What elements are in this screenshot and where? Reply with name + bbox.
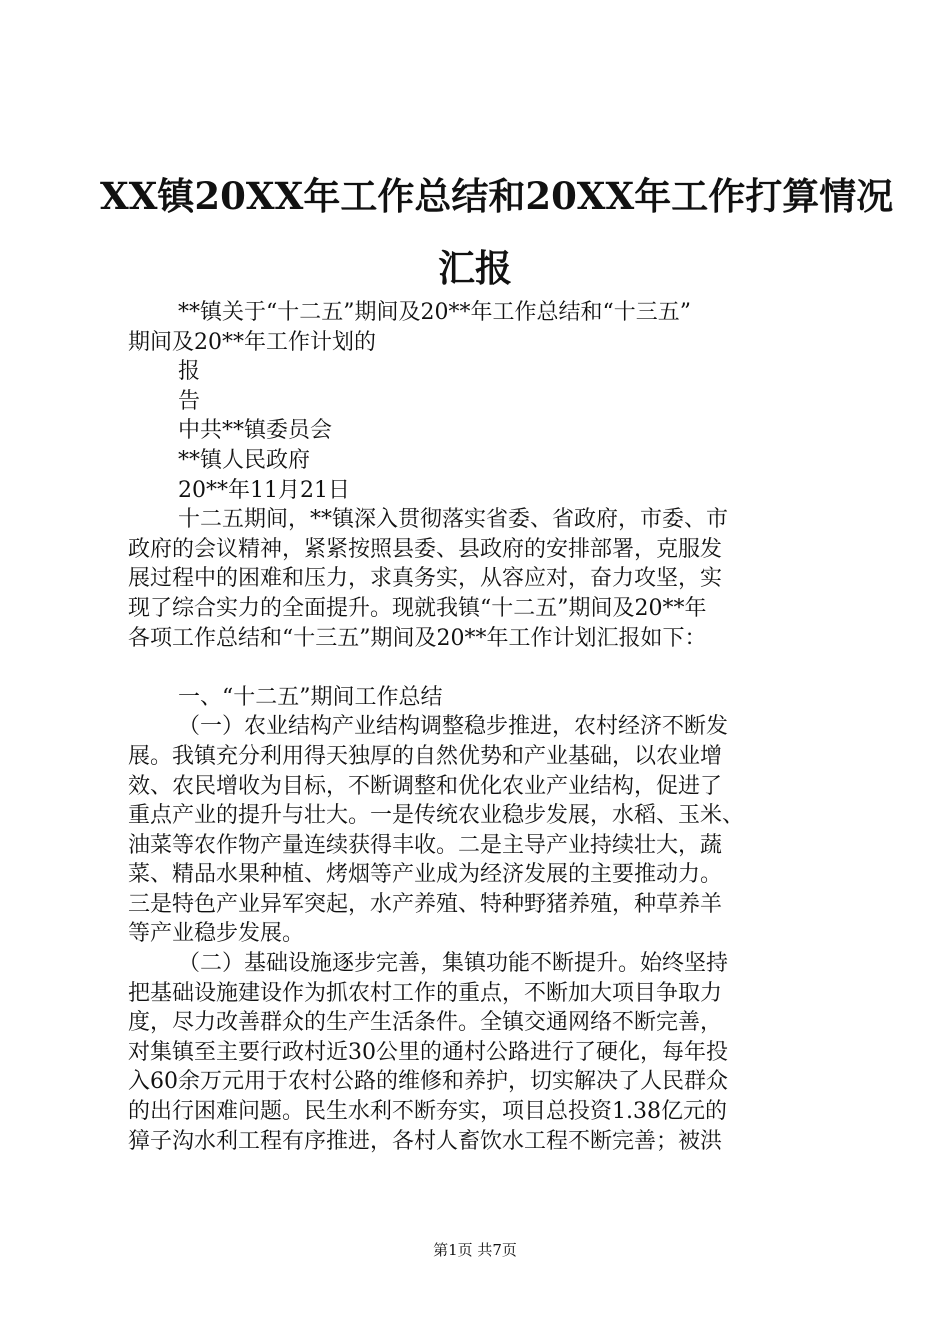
intro-line: 展过程中的困难和压力，求真务实，从容应对，奋力攻坚，实 [128, 566, 723, 592]
paragraph-line: 把基础设施建设作为抓农村工作的重点，不断加大项目争取力 [128, 980, 723, 1006]
paragraph-line: 等产业稳步发展。 [128, 921, 305, 947]
intro-line: 政府的会议精神，紧紧按照县委、县政府的安排部署，克服发 [128, 536, 723, 562]
report-header-line: 报 [178, 359, 201, 385]
paragraph-line: 度，尽力改善群众的生产生活条件。全镇交通网络不断完善， [128, 1010, 723, 1036]
report-header-line: 告 [178, 388, 201, 414]
report-header-line: 期间及20**年工作计划的 [128, 329, 376, 355]
paragraph-line: （一）农业结构产业结构调整稳步推进，农村经济不断发 [178, 714, 729, 740]
paragraph-line: 入60余万元用于农村公路的维修和养护，切实解决了人民群众 [128, 1069, 728, 1095]
document-body [128, 298, 838, 1156]
issuer-government: **镇人民政府 [178, 447, 311, 473]
report-date: 20**年11月21日 [178, 477, 350, 503]
paragraph-line: 对集镇至主要行政村近30公里的通村公路进行了硬化，每年投 [128, 1039, 728, 1065]
paragraph-spacer [128, 653, 838, 683]
paragraph-line: 展。我镇充分利用得天独厚的自然优势和产业基础，以农业增 [128, 743, 723, 769]
intro-line: 现了综合实力的全面提升。现就我镇“十二五”期间及20**年 [128, 595, 707, 621]
title-line-2: 汇报 [438, 246, 512, 290]
page-footer [0, 1240, 950, 1260]
title-line-1: XX镇20XX年工作总结和20XX年工作打算情况 [100, 174, 894, 218]
intro-line: 各项工作总结和“十三五”期间及20**年工作计划汇报如下： [128, 625, 707, 651]
paragraph-line: 效、农民增收为目标，不断调整和优化农业产业结构，促进了 [128, 773, 723, 799]
paragraph-line: 菜、精品水果种植、烤烟等产业成为经济发展的主要推动力。 [128, 862, 723, 888]
issuer-party-committee: 中共**镇委员会 [178, 418, 333, 444]
section-heading: 一、“十二五”期间工作总结 [178, 684, 443, 710]
paragraph-line: （二）基础设施逐步完善，集镇功能不断提升。始终坚持 [178, 951, 729, 977]
paragraph-line: 重点产业的提升与壮大。一是传统农业稳步发展，水稻、玉米、 [128, 803, 745, 829]
paragraph-line: 的出行困难问题。民生水利不断夯实，项目总投资1.38亿元的 [128, 1099, 727, 1125]
paragraph-line: 油菜等农作物产量连续获得丰收。二是主导产业持续壮大，蔬 [128, 832, 723, 858]
report-header-line: **镇关于“十二五”期间及20**年工作总结和“十三五” [178, 300, 691, 325]
intro-line: 十二五期间，**镇深入贯彻落实省委、省政府，市委、市 [178, 507, 729, 533]
paragraph-line: 三是特色产业异军突起，水产养殖、特种野猪养殖，种草养羊 [128, 891, 723, 917]
document-title [100, 160, 894, 304]
paragraph-line: 獐子沟水利工程有序推进，各村人畜饮水工程不断完善；被洪 [128, 1128, 723, 1154]
page-number: 第1页 共7页 [433, 1241, 517, 1259]
